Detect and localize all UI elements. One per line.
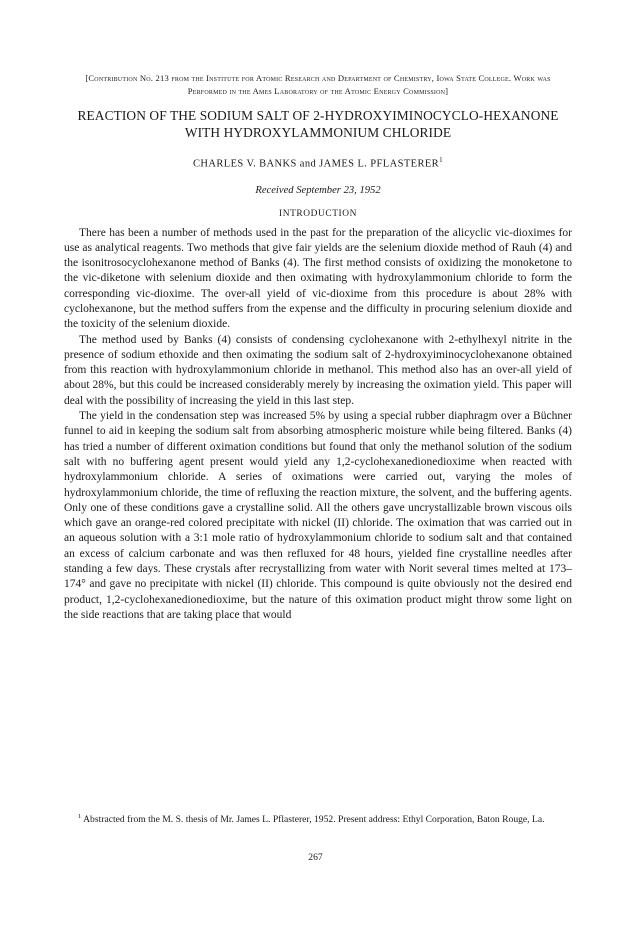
page-number: 267 [308,852,323,863]
article-title: REACTION OF THE SODIUM SALT OF 2-HYDROXYIMINOCYCLO-HEXANONE WITH HYDROXYLAMMONIUM CHLORIDE [77,108,559,140]
body-text [64,226,572,624]
contribution-note: [Contribution No. 213 from the Institute for Atomic Research and Department of Chemistry, Iowa State College. Work was Performed in the Ames Laboratory of the Atomic Energy Commission] [85,73,551,96]
author-footnote-mark: 1 [439,156,443,164]
footnote [64,810,572,826]
paragraph-2: The method used by Banks (4) consists of condensing cyclohexanone with 2-ethylhexyl nitrite in the presence of sodium ethoxide and then oximating the sodium salt of 2-hydroxyiminocyclohexanone obtained from this reaction with hydroxylammonium chloride in methanol. This method also has an over-all yield of about 28%, but this could be increased considerably merely by increasing the oximation yield. This paper will deal with the possibility of increasing the yield in this last step. [64,333,572,407]
journal-page [64,72,572,623]
section-heading: INTRODUCTION [278,208,358,219]
footnote-text: Abstracted from the M. S. thesis of Mr. James L. Pflasterer, 1952. Present address: Ethyl Corporation, Baton Rouge, La. [83,814,545,826]
received-date: Received September 23, 1952 [255,184,381,196]
paragraph-1: There has been a number of methods used in the past for the preparation of the alicyclic vic-dioximes for use as analytical reagents. Two methods that give fair yields are the selenium dioxide method of Rauh (4) and the isonitrosocyclohexanone method of Banks (4). The first method consists of oxidizing the monoketone to the vic-diketone with selenium dioxide and then oximating with hydroxylammonium chloride to form the corresponding vic-dioxime. The over-all yield of vic-dioxime from this procedure is about 28% with cyclohexanone, but the method suffers from the expense and the difficulty in procuring selenium dioxide and the toxicity of the selenium dioxide. [64,226,572,331]
author-names: CHARLES V. BANKS and JAMES L. PFLASTERER [193,158,440,170]
footnote-mark: 1 [78,813,82,820]
author-line [64,153,572,172]
paragraph-3: The yield in the condensation step was increased 5% by using a special rubber diaphragm over a Büchner funnel to aid in keeping the sodium salt from absorbing atmospheric moisture while being filtered. Banks (4) has tried a number of different oximation conditions but found that only the methanol solution of the sodium salt with no buffering agent present would yield any 1,2-cyclohexanedionedioxime when reacted with hydroxylammonium chloride. A series of oximations were carried out, varying the moles of hydroxylammonium chloride, the time of refluxing the reaction mixture, the solvent, and the buffering agents. Only one of these conditions gave a crystalline solid. All the others gave uncrystallizable brown viscous oils which gave an orange-red colored precipitate with nickel (II) chloride. The oximation that was carried out in an aqueous solution with a 3:1 mole ratio of hydroxylammonium chloride to sodium salt and that contained an excess of calcium carbonate and was then refluxed for 48 hours, yielded fine crystalline needles after standing a few days. These crystals after recrystallizing from water with Norit several times melted at 173–174° and gave no precipitate with nickel (II) chloride. This compound is quite obviously not the desired end product, 1,2-cyclohexanedionedioxime, but the nature of this oximation product might throw some light on the side reactions that are taking place that would [64,410,572,621]
